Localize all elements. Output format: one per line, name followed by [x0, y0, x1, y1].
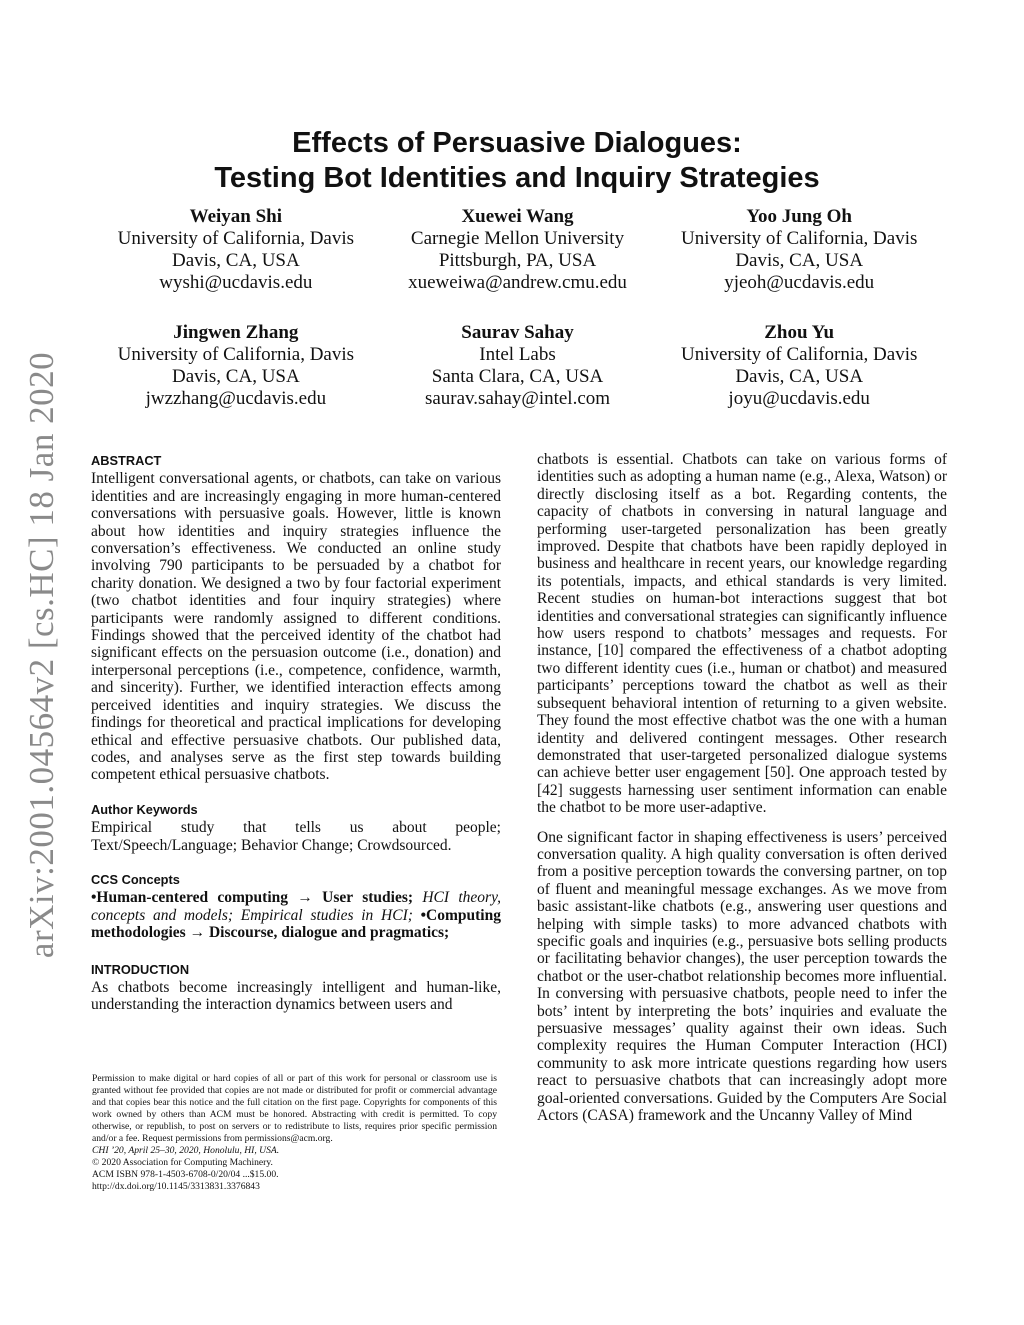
ccs-italic-terms: HCI theory, concepts and models; Empirical studies in HCI;: [91, 889, 501, 924]
author-block: [377, 322, 659, 410]
author-name: Saurav Sahay: [461, 322, 574, 343]
introduction-heading: INTRODUCTION: [91, 961, 190, 977]
arxiv-identifier: arXiv:2001.04564v2 [cs.HC] 18 Jan 2020: [22, 351, 61, 959]
right-column: [537, 451, 947, 1124]
author-block: [95, 322, 377, 410]
author-location: Davis, CA, USA: [735, 366, 864, 387]
author-name: Yoo Jung Oh: [746, 206, 852, 227]
author-name: Xuewei Wang: [461, 206, 574, 227]
author-location: Davis, CA, USA: [735, 250, 864, 271]
abstract-text: Intelligent conversational agents, or chatbots, can take on various identities and are increasingly engaging in more human-centered conversations with persuasive goals. However, little is known about how identities and inquiry strategies influence the conversation’s effectiveness. We conducted an online study involving 790 participants to be persuaded by a chatbot for charity donation. We designed a two by four factorial experiment (two chatbot identities and four inquiry strategies) where participants were randomly assigned to different conditions. Findings showed that the perceived identity of the chatbot had significant effects on the persuasion outcome (i.e., donation) and interpersonal perceptions (i.e., competence, confidence, warmth, and sincerity). Further, we identified interaction effects among perceived identities and inquiry strategies. We discuss the findings for theoretical and practical implications for developing ethical and effective persuasive chatbots. Our published data, codes, and analyses serve as the first step towards building competent ethical persuasive chatbots.: [91, 470, 501, 784]
author-name: Zhou Yu: [764, 322, 835, 343]
author-location: Davis, CA, USA: [171, 250, 300, 271]
venue: CHI ’20, April 25–30, 2020, Honolulu, HI, USA.: [92, 1145, 280, 1156]
author-affiliation: University of California, Davis: [117, 228, 355, 249]
ccs-arrow: →: [185, 924, 209, 942]
authors-row-1: [95, 206, 940, 294]
ccs-bullet-2: •Computing methodologies: [91, 906, 501, 942]
left-column: [91, 452, 501, 1014]
author-block: [95, 206, 377, 294]
isbn: ACM ISBN 978-1-4503-6708-0/20/04 ...$15.00.: [92, 1169, 279, 1180]
author-affiliation: University of California, Davis: [680, 228, 918, 249]
title-line-1: Effects of Persuasive Dialogues:: [292, 127, 742, 159]
author-email: jwzzhang@ucdavis.edu: [145, 388, 327, 409]
author-email: joyu@ucdavis.edu: [728, 388, 870, 409]
author-location: Pittsburgh, PA, USA: [438, 250, 597, 271]
ccs-term-2: Discourse, dialogue and pragmatics;: [208, 924, 450, 942]
body-paragraph-1: chatbots is essential. Chatbots can take on various forms of identities such as adopting a human name (e.g., Alexa, Watson) or directly disclosing itself as a bot. Regarding contents, the capacity of chatbots in conversing in natural language and performing user-targeted personalization has been greatly improved. Despite that chatbots have been rapidly deployed in business and healthcare in recent years, our knowledge regarding its potentials, impacts, and ethical standards is very limited. Recent studies on human-bot interactions suggest that bot identities and conversational strategies can significantly influence how users respond to chatbots’ messages and requests. For instance, [10] compared the effectiveness of a chatbot adopting two different identity cues (i.e., human or chatbot) and measured participants’ perceptions toward the chatbot as well as their subsequent behavioral intention of returning to a given website. They found the most effective chatbot was the one with a human identity and delivered contingent messages. Other research demonstrated that user-targeted personalized dialogue systems can achieve better user engagement [50]. One approach tested by [42] suggests harnessing user sentiment information can enable the chatbot to be more user-adaptive.: [537, 451, 947, 817]
ccs-heading: CCS Concepts: [91, 871, 180, 887]
ccs-arrow: →: [288, 889, 323, 907]
title-line-2: Testing Bot Identities and Inquiry Strategies: [214, 162, 820, 194]
authors-row-2: [95, 322, 940, 410]
permission-block: [92, 1073, 497, 1193]
author-email: yjeoh@ucdavis.edu: [724, 272, 875, 293]
author-email: saurav.sahay@intel.com: [424, 388, 611, 409]
keywords-heading: Author Keywords: [91, 801, 198, 817]
introduction-text: As chatbots become increasingly intelligent and human-like, understanding the interaction dynamics between users and: [91, 978, 501, 1014]
copyright: © 2020 Association for Computing Machinery.: [92, 1157, 273, 1168]
arxiv-sidebar: [22, 351, 62, 959]
author-block: [658, 322, 940, 410]
author-affiliation: Intel Labs: [479, 344, 556, 365]
author-location: Davis, CA, USA: [171, 366, 300, 387]
body-paragraph-2: One significant factor in shaping effectiveness is users’ perceived conversation quality. A high quality conversation is often derived from a positive perception towards the conversing partner, on top of fluent and meaningful message exchanges. As we move from basic assistant-like chatbots (e.g., answering user questions and helping with simple tasks) to more advanced chatbots with specific goals and inquiries (e.g., persuasive bots selling products or facilitating behavior changes), the user perception towards the chatbot or the user-chatbot relationship becomes more influential. In conversing with persuasive chatbots, people need to infer the bots’ intent by interpreting the bots’ inquiries and evaluate the persuasive messages’ quality against their own ideas. Such complexity requires the Human Computer Interaction (HCI) community to ask more intricate questions regarding how users react to persuasive chatbots that can increasingly adopt more goal-oriented conversations. Guided by the Computers Are Social Actors (CASA) framework and the Uncanny Valley of Mind: [537, 828, 947, 1125]
author-email: xueweiwa@andrew.cmu.edu: [408, 272, 627, 293]
author-block: [377, 206, 659, 294]
author-location: Santa Clara, CA, USA: [431, 366, 604, 387]
keywords-text: Empirical study that tells us about people; Text/Speech/Language; Behavior Change; Crowdsourced.: [91, 819, 501, 854]
author-email: wyshi@ucdavis.edu: [159, 272, 313, 293]
ccs-term-1: User studies;: [322, 889, 414, 907]
ccs-text: [91, 889, 501, 941]
ccs-bullet-1: •Human-centered computing: [91, 889, 289, 907]
doi-link[interactable]: http://dx.doi.org/10.1145/3313831.3376843: [92, 1181, 260, 1192]
abstract-heading: ABSTRACT: [91, 453, 162, 468]
permission-text: Permission to make digital or hard copies of all or part of this work for personal or classroom use is granted without fee provided that copies are not made or distributed for profit or commercial advantage and that copies bear this notice and the full citation on the first page. Copyrights for components of this work owned by others than ACM must be honored. Abstracting with credit is permitted. To copy otherwise, or republish, to post on servers or to redistribute to lists, requires prior specific permission and/or a fee. Request permissions from permissions@acm.org.: [92, 1073, 497, 1144]
author-affiliation: University of California, Davis: [117, 344, 355, 365]
author-affiliation: Carnegie Mellon University: [410, 228, 625, 249]
author-name: Jingwen Zhang: [173, 322, 299, 343]
author-block: [658, 206, 940, 294]
paper-title: [100, 126, 934, 196]
author-affiliation: University of California, Davis: [680, 344, 918, 365]
author-name: Weiyan Shi: [189, 206, 283, 227]
